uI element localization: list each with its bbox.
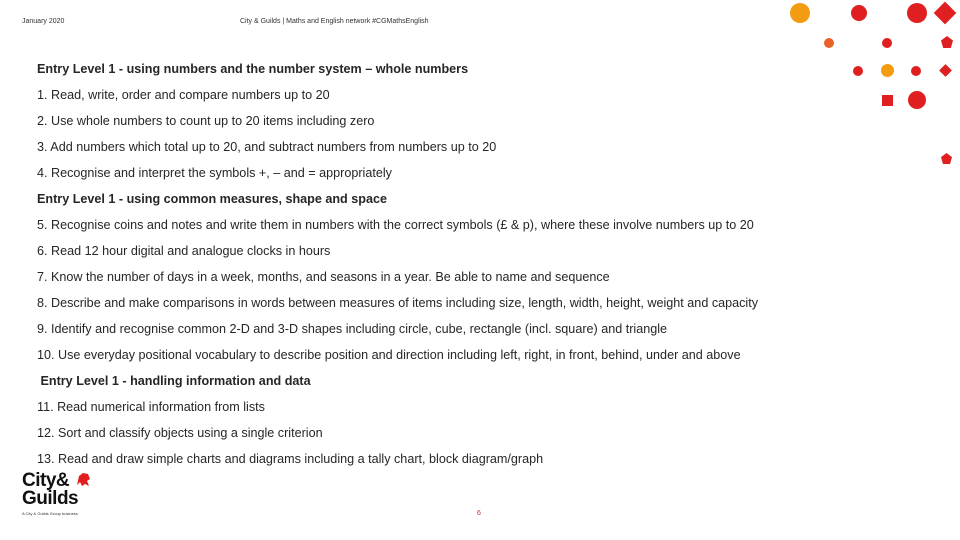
orange-circle-shape <box>790 3 810 23</box>
outcome-item: 5. Recognise coins and notes and write them in numbers with the correct symbols (£ & p), where these involve numbers up to 20 <box>37 218 754 232</box>
red-circle-shape <box>882 38 892 48</box>
outcome-item: 1. Read, write, order and compare numbers up to 20 <box>37 88 330 102</box>
red-circle-shape <box>853 66 863 76</box>
outcome-item: 3. Add numbers which total up to 20, and subtract numbers from numbers up to 20 <box>37 140 497 154</box>
logo-line-2: Guilds <box>22 488 79 509</box>
red-square-shape <box>882 95 893 106</box>
page-number: 6 <box>477 510 481 517</box>
pentagon-shape <box>941 153 952 164</box>
pentagon-shape <box>941 36 953 48</box>
outcome-item: 7. Know the number of days in a week, months, and seasons in a year. Be able to name and sequence <box>37 270 610 284</box>
red-diamond-shape <box>939 64 952 77</box>
outcome-item: 8. Describe and make comparisons in words between measures of items including size, length, width, height, weight and capacity <box>37 296 759 310</box>
section-heading: Entry Level 1 - using common measures, shape and space <box>37 192 387 206</box>
orange-circle-shape <box>881 64 894 77</box>
outcome-item: 11. Read numerical information from lists <box>37 400 265 414</box>
outcome-item: 10. Use everyday positional vocabulary to describe position and direction including left, right, in front, behind, under and above <box>37 348 741 362</box>
header-date: January 2020 <box>22 18 65 25</box>
red-diamond-shape <box>934 2 957 25</box>
logo-line-1: City& <box>22 470 70 491</box>
red-circle-shape <box>911 66 921 76</box>
outcome-item: 12. Sort and classify objects using a single criterion <box>37 426 323 440</box>
logo-tagline: A City & Guilds Group business <box>22 511 78 516</box>
outcome-item: 9. Identify and recognise common 2-D and 3-D shapes including circle, cube, rectangle (incl. square) and triangle <box>37 322 668 336</box>
city-guilds-logo <box>22 472 92 520</box>
red-circle-shape <box>908 91 926 109</box>
header-title: City & Guilds | Maths and English network #CGMathsEnglish <box>240 18 429 25</box>
outcome-item: 6. Read 12 hour digital and analogue clocks in hours <box>37 244 331 258</box>
lion-emblem-icon <box>74 470 92 488</box>
orange-circle-shape <box>824 38 834 48</box>
outcome-item: 13. Read and draw simple charts and diagrams including a tally chart, block diagram/graph <box>37 452 544 466</box>
section-heading: Entry Level 1 - using numbers and the number system – whole numbers <box>37 62 469 76</box>
outcome-item: 4. Recognise and interpret the symbols +, – and = appropriately <box>37 166 392 180</box>
red-circle-shape <box>907 3 927 23</box>
outcome-item: 2. Use whole numbers to count up to 20 items including zero <box>37 114 375 128</box>
red-circle-shape <box>851 5 867 21</box>
section-heading: Entry Level 1 - handling information and data <box>37 374 311 388</box>
